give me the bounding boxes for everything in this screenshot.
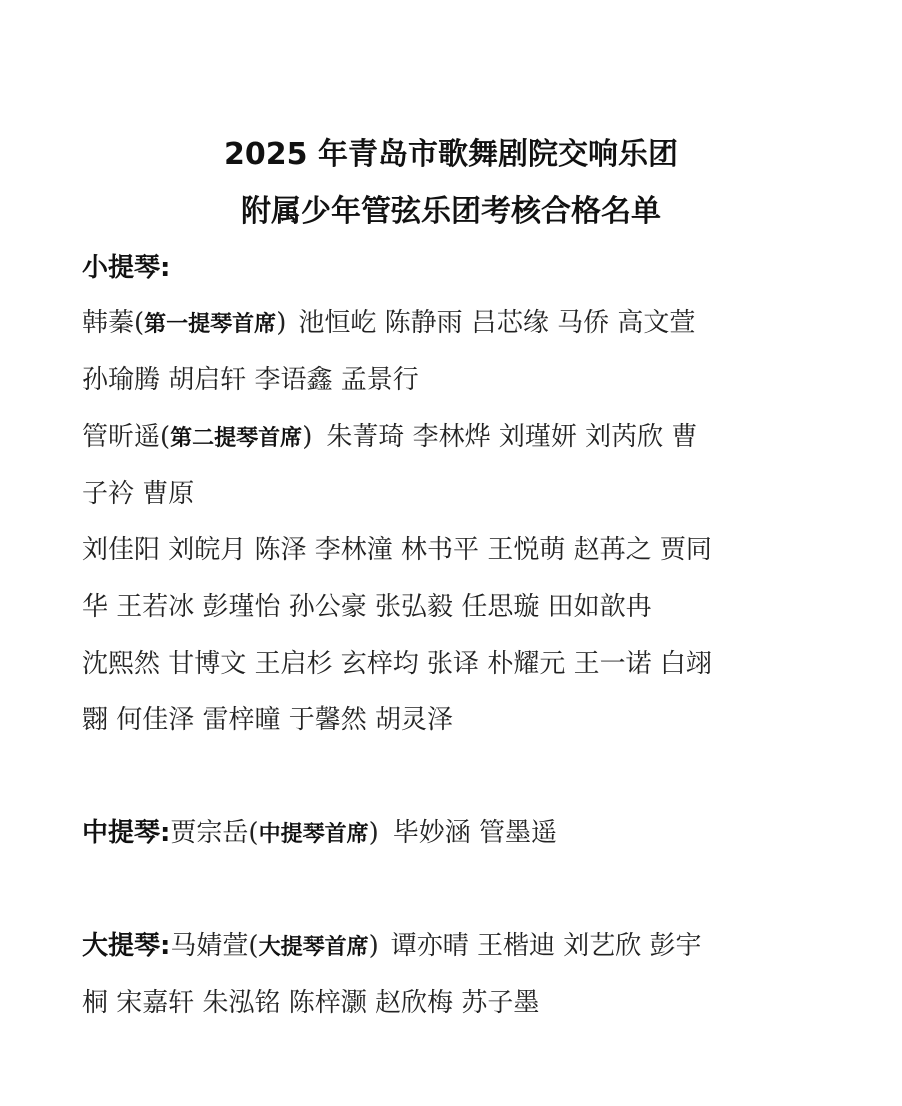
- violin-row-1-names: 池恒屹 陈静雨 吕芯缘 马侨 高文萱: [298, 308, 696, 338]
- violin-row-1: [82, 305, 695, 343]
- paren-close: ): [302, 422, 313, 452]
- viola-row: [82, 815, 557, 853]
- viola-principal-name: 贾宗岳: [170, 818, 249, 848]
- violin-row-2: [82, 362, 419, 398]
- viola-principal-role: 中提琴首席: [258, 822, 369, 847]
- violin-row-3-names: 朱菁琦 李林烨 刘瑾妍 刘芮欣 曹: [326, 422, 698, 452]
- first-principal-name: 韩蓁: [82, 308, 135, 338]
- title-line-1: 2025 年青岛市歌舞剧院交响乐团: [224, 137, 678, 172]
- violin-row-2-names: 孙瑜腾 胡启轩 李语鑫 孟景行: [82, 365, 419, 395]
- violin-section-label-line: [82, 250, 170, 286]
- viola-label: 中提琴:: [82, 818, 171, 848]
- first-principal-role: 第一提琴首席: [144, 312, 277, 337]
- violin-row-6-names: 华 王若冰 彭瑾怡 孙公豪 张弘毅 任思璇 田如歆冉: [82, 592, 652, 622]
- paren-open: (: [248, 931, 259, 961]
- paren-close: ): [276, 308, 287, 338]
- paren-close: ): [368, 931, 379, 961]
- violin-row-8-names: 翾 何佳泽 雷梓曈 于馨然 胡灵泽: [82, 705, 454, 735]
- violin-row-3: [82, 419, 697, 457]
- paren-close: ): [368, 818, 379, 848]
- violin-row-4-names: 子衿 曹原: [82, 479, 195, 509]
- cello-row-2: [82, 985, 539, 1021]
- cello-label: 大提琴:: [82, 931, 171, 961]
- viola-names: 毕妙涵 管墨遥: [392, 818, 558, 848]
- violin-row-6: [82, 589, 652, 625]
- cello-row-1-names: 谭亦晴 王楷迪 刘艺欣 彭宇: [390, 931, 702, 961]
- second-principal-role: 第二提琴首席: [170, 426, 303, 451]
- cello-row-1: [82, 928, 702, 966]
- violin-row-8: [82, 702, 453, 738]
- paren-open: (: [160, 422, 171, 452]
- violin-row-7: [82, 646, 712, 682]
- cello-principal-role: 大提琴首席: [258, 935, 369, 960]
- paren-open: (: [248, 818, 259, 848]
- cello-row-2-names: 桐 宋嘉轩 朱泓铭 陈梓灏 赵欣梅 苏子墨: [82, 988, 540, 1018]
- cello-principal-name: 马婧萱: [170, 931, 249, 961]
- violin-label: 小提琴:: [82, 253, 171, 283]
- violin-row-4: [82, 476, 194, 512]
- title-line-2: 附属少年管弦乐团考核合格名单: [241, 194, 661, 229]
- paren-open: (: [134, 308, 145, 338]
- violin-row-5: [82, 532, 712, 568]
- violin-row-5-names: 刘佳阳 刘皖月 陈泽 李林潼 林书平 王悦萌 赵苒之 贾同: [82, 535, 712, 565]
- violin-row-7-names: 沈熙然 甘博文 王启杉 玄梓均 张译 朴耀元 王一诺 白翊: [82, 649, 712, 679]
- second-principal-name: 管昕遥: [82, 422, 161, 452]
